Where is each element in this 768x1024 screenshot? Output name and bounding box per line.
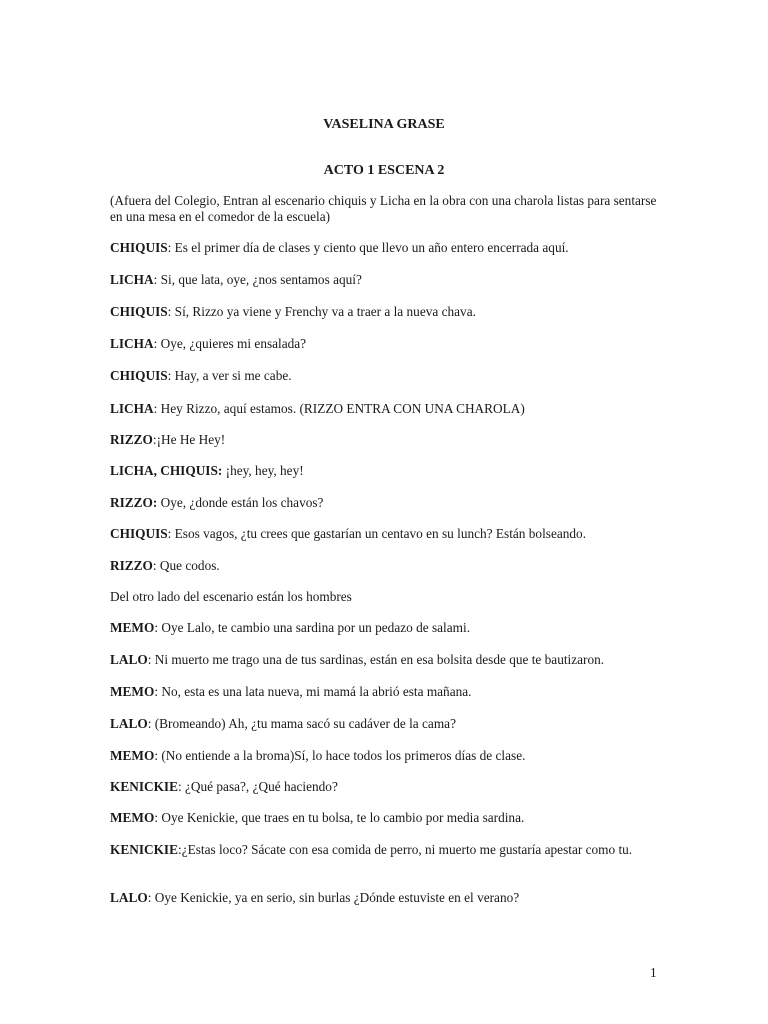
speaker-separator: : [153,336,161,351]
dialogue-text: Esos vagos, ¿tu crees que gastarían un centavo en su lunch? Están bolseando. [174,526,587,541]
speaker-name: KENICKIE [110,779,178,794]
speaker-separator: : [152,432,157,447]
dialogue-text: (Bromeando) Ah, ¿tu mama sacó su cadáver de la cama? [154,716,456,731]
dialogue-line [110,463,670,479]
dialogue-line [110,652,670,668]
dialogue-line [110,240,670,256]
speaker-name: CHIQUIS [110,526,168,541]
dialogue-text: Oye, ¿quieres mi ensalada? [160,336,307,351]
speaker-separator: : [147,890,155,905]
dialogue-text: Ni muerto me trago una de tus sardinas, están en esa bolsita desde que te bautizaron. [154,652,605,667]
dialogue-text: ¡hey, hey, hey! [225,463,304,478]
dialogue-line [110,526,670,542]
dialogue-line [110,401,670,417]
speaker-name: MEMO [110,748,155,763]
stage-direction: (Afuera del Colegio, Entran al escenario chiquis y Licha en la obra con una charola listas para sentarse en una mesa en el comedor de la escuela) [110,193,657,224]
speaker-name: MEMO [110,810,155,825]
dialogue-text: Oye Kenickie, que traes en tu bolsa, te lo cambio por media sardina. [161,810,525,825]
dialogue-line [110,272,670,288]
speaker-name: RIZZO [110,558,153,573]
dialogue-line [110,432,670,448]
dialogue-line [110,842,670,858]
dialogue-text: Oye, ¿donde están los chavos? [160,495,324,510]
speaker-name: MEMO [110,684,155,699]
stage-direction-line [110,589,670,605]
speaker-separator: : [167,526,175,541]
speaker-separator: : [154,620,162,635]
dialogue-text: Sí, Rizzo ya viene y Frenchy va a traer a la nueva chava. [174,304,476,319]
dialogue-line [110,716,670,732]
speaker-name: CHIQUIS [110,304,168,319]
speaker-separator: : [154,684,162,699]
dialogue-text: ¿Estas loco? Sácate con esa comida de perro, ni muerto me gustaría apestar como tu. [181,842,633,857]
dialogue-text: Del otro lado del escenario están los hombres [110,589,352,604]
speaker-separator: : [153,401,161,416]
speaker-name: LICHA, CHIQUIS: [110,463,223,478]
dialogue-text: ¡He He Hey! [156,432,226,447]
speaker-name: MEMO [110,620,155,635]
dialogue-text: (No entiende a la broma)Sí, lo hace todos los primeros días de clase. [161,748,526,763]
dialogue-line [110,558,670,574]
dialogue-text: Hey Rizzo, aquí estamos. (RIZZO ENTRA CON UNA CHAROLA) [160,401,525,416]
speaker-separator: : [167,304,175,319]
speaker-name: LICHA [110,272,154,287]
speaker-name: CHIQUIS [110,368,168,383]
dialogue-line [110,368,670,384]
dialogue-line [110,779,670,795]
dialogue-line [110,495,670,511]
play-title: VASELINA GRASE [323,117,445,132]
speaker-name: LICHA [110,336,154,351]
dialogue-text: ¿Qué pasa?, ¿Qué haciendo? [185,779,338,794]
speaker-name: LALO [110,890,148,905]
dialogue-line [110,684,670,700]
speaker-separator: : [167,240,175,255]
speaker-separator: : [147,716,155,731]
dialogue-text: Oye Kenickie, ya en serio, sin burlas ¿Dónde estuviste en el verano? [154,890,520,905]
act-scene-heading: ACTO 1 ESCENA 2 [323,163,445,178]
speaker-separator: : [154,810,162,825]
speaker-name: LALO [110,716,148,731]
speaker-name: LALO [110,652,148,667]
dialogue-text: Es el primer día de clases y ciento que llevo un año entero encerrada aquí. [174,240,569,255]
dialogue-line [110,336,670,352]
dialogue-line [110,890,670,906]
speaker-name: RIZZO: [110,495,158,510]
speaker-separator: : [154,748,162,763]
speaker-separator: : [167,368,175,383]
dialogue-text: Oye Lalo, te cambio una sardina por un pedazo de salami. [161,620,471,635]
dialogue-text: No, esta es una lata nueva, mi mamá la abrió esta mañana. [161,684,472,699]
dialogue-text: Hay, a ver si me cabe. [174,368,292,383]
dialogue-line [110,748,670,764]
speaker-name: KENICKIE [110,842,178,857]
dialogue-text: Que codos. [159,558,220,573]
dialogue-line [110,304,670,320]
speaker-separator: : [147,652,155,667]
speaker-separator: : [177,842,182,857]
speaker-separator: : [152,558,160,573]
speaker-separator: : [153,272,161,287]
dialogue-line [110,810,670,826]
dialogue-line [110,620,670,636]
speaker-name: CHIQUIS [110,240,168,255]
speaker-name: LICHA [110,401,154,416]
speaker-name: RIZZO [110,432,153,447]
speaker-separator: : [177,779,186,794]
page-number: 1 [650,965,657,980]
dialogue-text: Si, que lata, oye, ¿nos sentamos aquí? [160,272,362,287]
